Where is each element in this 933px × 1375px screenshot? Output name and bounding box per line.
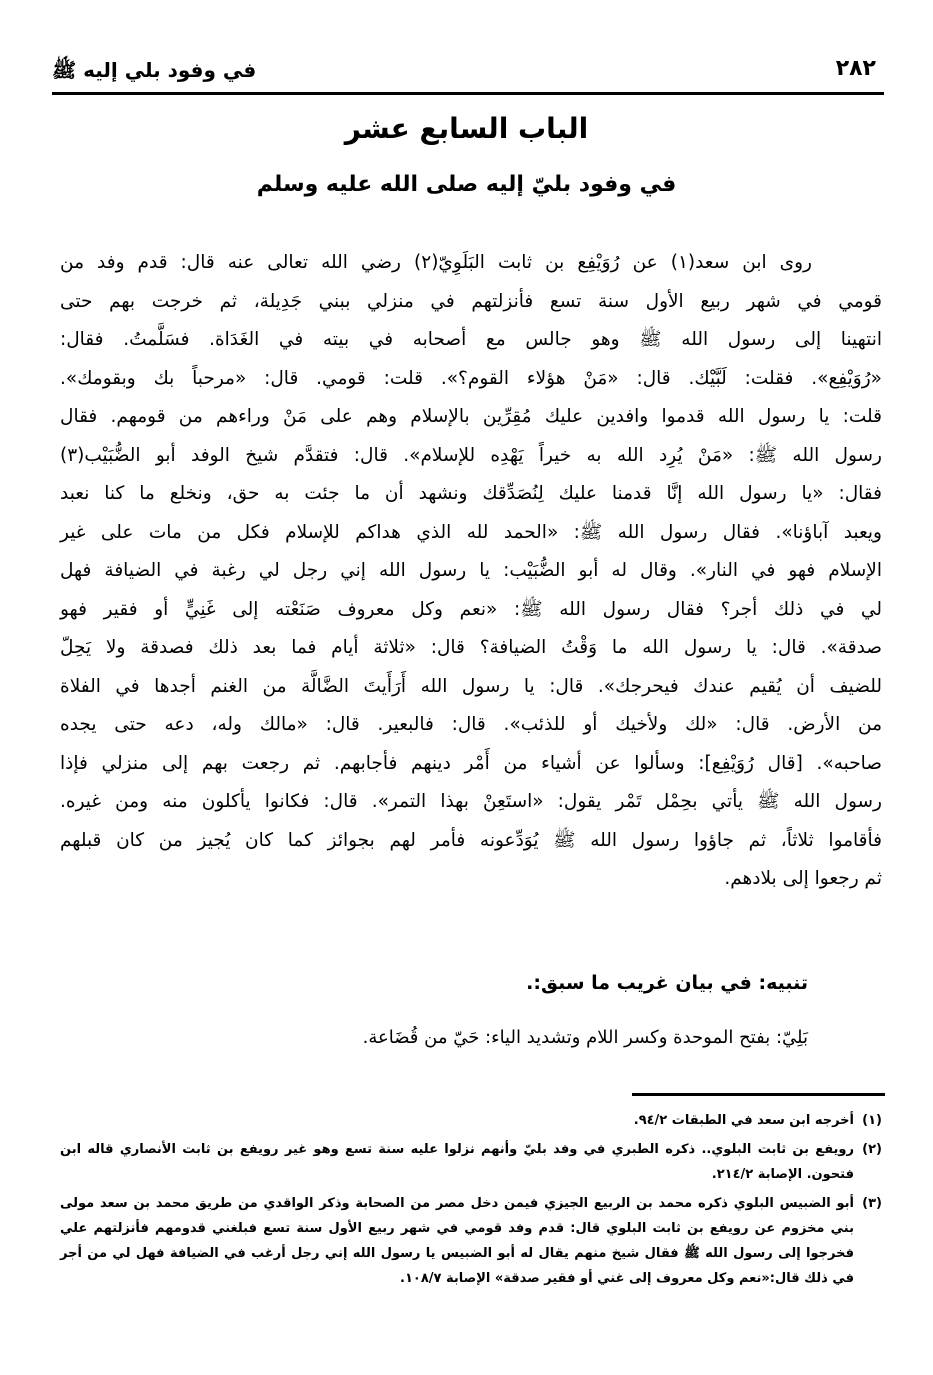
footnote-number: (٣) xyxy=(862,1196,882,1211)
body-line: رسول الله ﷺ: «مَنْ يُرِد الله به خيراً يَهْدِه للإسلام». قال: فتقدَّم شيخ الوفد أبو الضُّبَيْب(٣) xyxy=(60,444,882,466)
footnote-number: (١) xyxy=(862,1113,882,1128)
page-number: ٢٨٢ xyxy=(835,56,876,81)
footnotes xyxy=(60,1108,882,1295)
body-line: ثم رجعوا إلى بلادهم. xyxy=(724,868,882,889)
footnote-text: رويفع بن ثابت البلوي.. ذكره الطبري في وفد بليّ وأنهم نزلوا عليه سنة تسع وهو غير رويفع بن ثابت الأنصاري قاله ابن فتحون. الإصابة ٢١٤/٢. xyxy=(60,1142,854,1182)
body-line: فقال: «يا رسول الله إنَّا قدمنا عليك لِنُصَدِّقك ونشهد أن ما جئت به حق، ونخلع ما كنا نعبد xyxy=(60,483,882,504)
body-line: ويعبد آباؤنا». فقال رسول الله ﷺ: «الحمد لله الذي هداكم للإسلام فكل من مات على غير xyxy=(60,521,882,543)
footnote xyxy=(60,1108,882,1133)
footnote-text: أبو الضبيس البلوي ذكره محمد بن الربيع الجيزي فيمن دخل مصر من الصحابة وذكر الواقدي من طريق محمد بن سعد مولى بني مخزوم عن رويفع بن ثابت البلوي قال: قدم وفد قومي في شهر ربيع الأول سنة تسع فبلغني قدومهم فأنزلتهم علي فخرجوا إلى رسول الله ﷺ فقال شيخ منهم يقال له أبو الضبيس يا رسول الله إني رجل أرغب في الضيافة فهل لي من أجر في ذلك قال:«نعم وكل معروف إلى غني أو فقير صدقة» الإصابة ١٠٨/٧. xyxy=(60,1196,854,1286)
body-line: من الأرض. قال: «لك ولأخيك أو للذئب». قال: فالبعير. قال: «مالك وله، دعه حتى يجده xyxy=(60,714,882,735)
body-line: فأقاموا ثلاثاً، ثم جاؤوا رسول الله ﷺ يُوَدِّعونه فأمر لهم بجوائز كما كان يُجيز من كان قبلهم xyxy=(60,829,882,851)
body-text xyxy=(60,244,882,899)
body-line: رسول الله ﷺ يأتي بحِمْل تَمْر يقول: «استَعِنْ بهذا التمر». قال: فكانوا يأكلون منه ومن غيره. xyxy=(60,791,882,812)
footnote xyxy=(60,1191,882,1291)
body-line: الإسلام فهو في النار». وقال له أبو الضُّبَيْب: يا رسول الله إني رجل لي رغبة في الضيافة فهل xyxy=(60,560,882,581)
note-heading: تنبيه: في بيان غريب ما سبق:. xyxy=(526,972,808,994)
chapter-subtitle: في وفود بليّ إليه صلى الله عليه وسلم xyxy=(256,172,677,197)
body-line: للضيف أن يُقيم عندك فيحرجك». قال: يا رسول الله أَرَأَيتَ الضَّالَّة من الغنم أجدها في الفلاة xyxy=(60,675,882,697)
body-line: صاحبه». [قال رُوَيْفِع]: وسألوا عن أشياء من أَمْر دينهم فأجابهم. ثم رجعت بهم إلى منزلي فإذا xyxy=(60,752,882,774)
body-line: «رُوَيْفِع». فقلت: لَبَّيْك. قال: «مَنْ هؤلاء القوم؟». قلت: قومي. قال: «مرحباً بك وبقومك». xyxy=(60,367,882,389)
body-line: قلت: يا رسول الله قدموا وافدين عليك مُقِرِّين بالإسلام وهم على مَنْ وراءهم من قومهم. فقال xyxy=(60,406,882,427)
footnote-divider xyxy=(632,1093,885,1096)
footnote xyxy=(60,1137,882,1187)
chapter-title: الباب السابع عشر xyxy=(344,112,589,145)
footnote-text: أخرجه ابن سعد في الطبقات ٩٤/٢. xyxy=(633,1113,854,1128)
body-line: روى ابن سعد(١) عن رُوَيْفِع بن ثابت البَلَوِيّ(٢) رضي الله تعالى عنه قال: قدم وفد من xyxy=(60,252,812,273)
note-text: بَلِيّ: بفتح الموحدة وكسر اللام وتشديد الياء: حَيّ من قُضَاعة. xyxy=(362,1027,808,1048)
body-line: انتهينا إلى رسول الله ﷺ وهو جالس مع أصحابه في بيته في الغَدَاة. فسَلَّمتُ. فقال: xyxy=(60,329,882,350)
body-line: لي في ذلك أجر؟ فقال رسول الله ﷺ: «نعم وكل معروف صَنَعْته إلى غَنِيٍّ أو فقير فهو xyxy=(60,598,882,620)
body-line: قومي في شهر ربيع الأول سنة تسع فأنزلتهم في منزلي ببني جَدِيلة، ثم خرجت بهم حتى xyxy=(60,290,882,312)
body-line: صدقة». قال: يا رسول الله ما وَقْتُ الضيافة؟ قال: «ثلاثة أيام فما بعد ذلك فصدقة ولا يَحِلّ xyxy=(60,637,882,658)
footnote-number: (٢) xyxy=(862,1142,882,1157)
page-header xyxy=(52,52,884,95)
running-title: في وفود بلي إليه ﷺ xyxy=(52,58,257,82)
